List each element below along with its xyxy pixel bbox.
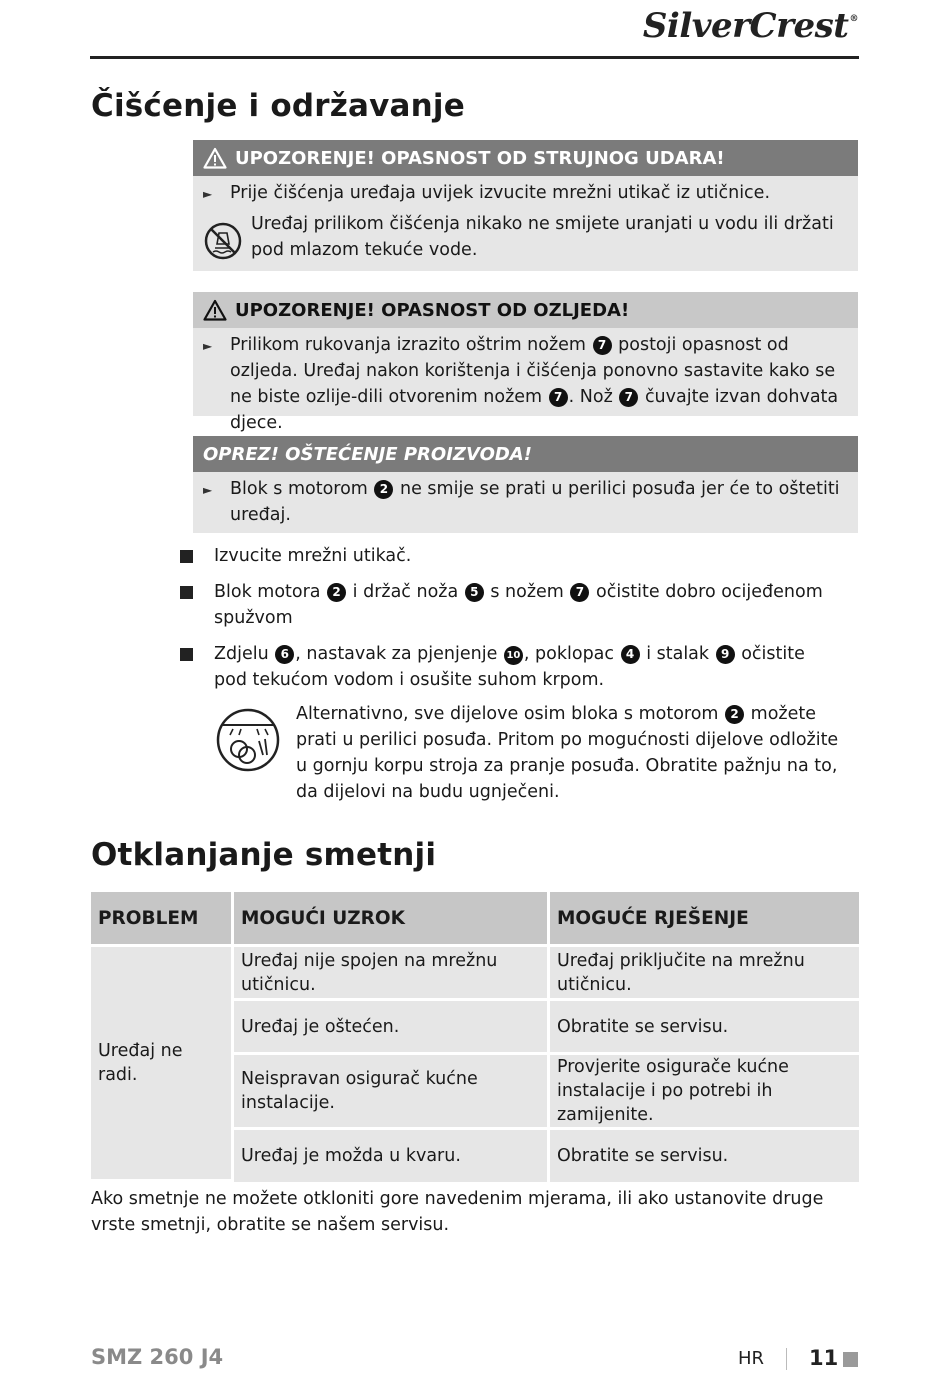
part-number-2: 2 xyxy=(725,705,744,724)
cause-cell: Uređaj je oštećen. xyxy=(234,1001,550,1055)
section-title-cleaning: Čišćenje i održavanje xyxy=(91,88,465,124)
step-item: Blok motora 2 i držač noža 5 s nožem 7 očistite dobro ocijeđenom spužvom xyxy=(180,579,840,631)
footer-divider xyxy=(786,1348,787,1370)
warning-box-electric-shock xyxy=(193,140,858,271)
caution-box-product-damage xyxy=(193,436,858,533)
part-number-6: 6 xyxy=(275,645,294,664)
caution-item: ► Blok s motorom 2 ne smije se prati u perilici posuđa jer će to oštetiti uređaj. xyxy=(203,476,850,528)
cause-cell: Neispravan osigurač kućne instalacije. xyxy=(234,1055,550,1130)
square-bullet-icon xyxy=(180,586,193,599)
warning-item: Uređaj prilikom čišćenja nikako ne smijete uranjati u vodu ili držati pod mlazom tekuće vode. xyxy=(203,211,850,263)
part-number-7: 7 xyxy=(619,388,638,407)
warning-item: ► Prije čišćenja uređaja uvijek izvucite mrežni utikač iz utičnice. xyxy=(203,180,850,207)
column-header-cause: MOGUĆI UZROK xyxy=(234,892,550,947)
part-number-7: 7 xyxy=(593,336,612,355)
solution-cell: Uređaj priključite na mrežnu utičnicu. xyxy=(550,947,859,1001)
arrow-bullet-icon: ► xyxy=(203,187,213,201)
step-item: Izvucite mrežni utikač. xyxy=(180,543,840,569)
part-number-5: 5 xyxy=(465,583,484,602)
brand-logo: SilverCrest® xyxy=(642,6,858,46)
part-number-2: 2 xyxy=(327,583,346,602)
troubleshooting-table xyxy=(91,892,859,1182)
troubleshooting-note: Ako smetnje ne možete otkloniti gore navedenim mjerama, ili ako ustanovite druge vrste smetnji, obratite se našem servisu. xyxy=(91,1189,824,1235)
part-number-10: 10 xyxy=(504,646,523,665)
solution-cell: Provjerite osigurače kućne instalacije i po potrebi ih zamijenite. xyxy=(550,1055,859,1130)
warning-triangle-icon xyxy=(203,299,227,321)
dishwasher-note: Alternativno, sve dijelove osim bloka s motorom 2 možete prati u perilici posuđa. Pritom po mogućnosti dijelove odložite u gornju korpu stroja za pranje posuđa. Obratite pažnju na to, da dijelovi na budu ugnječeni. xyxy=(296,704,839,802)
square-bullet-icon xyxy=(180,550,193,563)
footer-language: HR xyxy=(738,1348,765,1369)
section-title-troubleshooting: Otklanjanje smetnji xyxy=(91,837,437,873)
problem-cell: Uređaj ne radi. xyxy=(91,947,234,1182)
solution-cell: Obratite se servisu. xyxy=(550,1130,859,1182)
square-bullet-icon xyxy=(180,648,193,661)
solution-cell: Obratite se servisu. xyxy=(550,1001,859,1055)
warning-triangle-icon xyxy=(203,147,227,169)
column-header-problem: PROBLEM xyxy=(91,892,234,947)
no-immersion-icon xyxy=(203,221,243,261)
warning-box-injury xyxy=(193,292,858,433)
part-number-9: 9 xyxy=(716,645,735,664)
footer-model: SMZ 260 J4 xyxy=(91,1345,224,1369)
part-number-4: 4 xyxy=(621,645,640,664)
cause-cell: Uređaj je možda u kvaru. xyxy=(234,1130,550,1182)
footer-square-icon xyxy=(843,1352,858,1367)
warning-heading: UPOZORENJE! OPASNOST OD STRUJNOG UDARA! xyxy=(193,140,858,176)
dishwasher-safe-icon xyxy=(215,707,281,773)
table-row xyxy=(91,947,859,1001)
warning-item: ► Prilikom rukovanja izrazito oštrim nožem 7 postoji opasnost od ozljeda. Uređaj nakon korištenja i čišćenja ponovno sastavite kako se ne biste ozlije-dili otvorenim nožem 7 . Nož 7 čuvajte izvan dohvata djece. xyxy=(203,332,850,436)
arrow-bullet-icon: ► xyxy=(203,339,213,353)
arrow-bullet-icon: ► xyxy=(203,483,213,497)
cleaning-steps xyxy=(180,543,840,703)
part-number-7: 7 xyxy=(549,388,568,407)
part-number-2: 2 xyxy=(374,480,393,499)
column-header-solution: MOGUĆE RJEŠENJE xyxy=(550,892,859,947)
page-number: 11 xyxy=(809,1346,839,1370)
part-number-7: 7 xyxy=(570,583,589,602)
header-rule xyxy=(90,56,859,59)
cause-cell: Uređaj nije spojen na mrežnu utičnicu. xyxy=(234,947,550,1001)
table-header-row xyxy=(91,892,859,947)
caution-heading: OPREZ! OŠTEĆENJE PROIZVODA! xyxy=(193,436,858,472)
warning-heading: UPOZORENJE! OPASNOST OD OZLJEDA! xyxy=(193,292,858,328)
step-item: Zdjelu 6 , nastavak za pjenjenje 10 , poklopac 4 i stalak 9 očistite pod tekućom vodom i osušite suhom krpom. xyxy=(180,641,840,693)
